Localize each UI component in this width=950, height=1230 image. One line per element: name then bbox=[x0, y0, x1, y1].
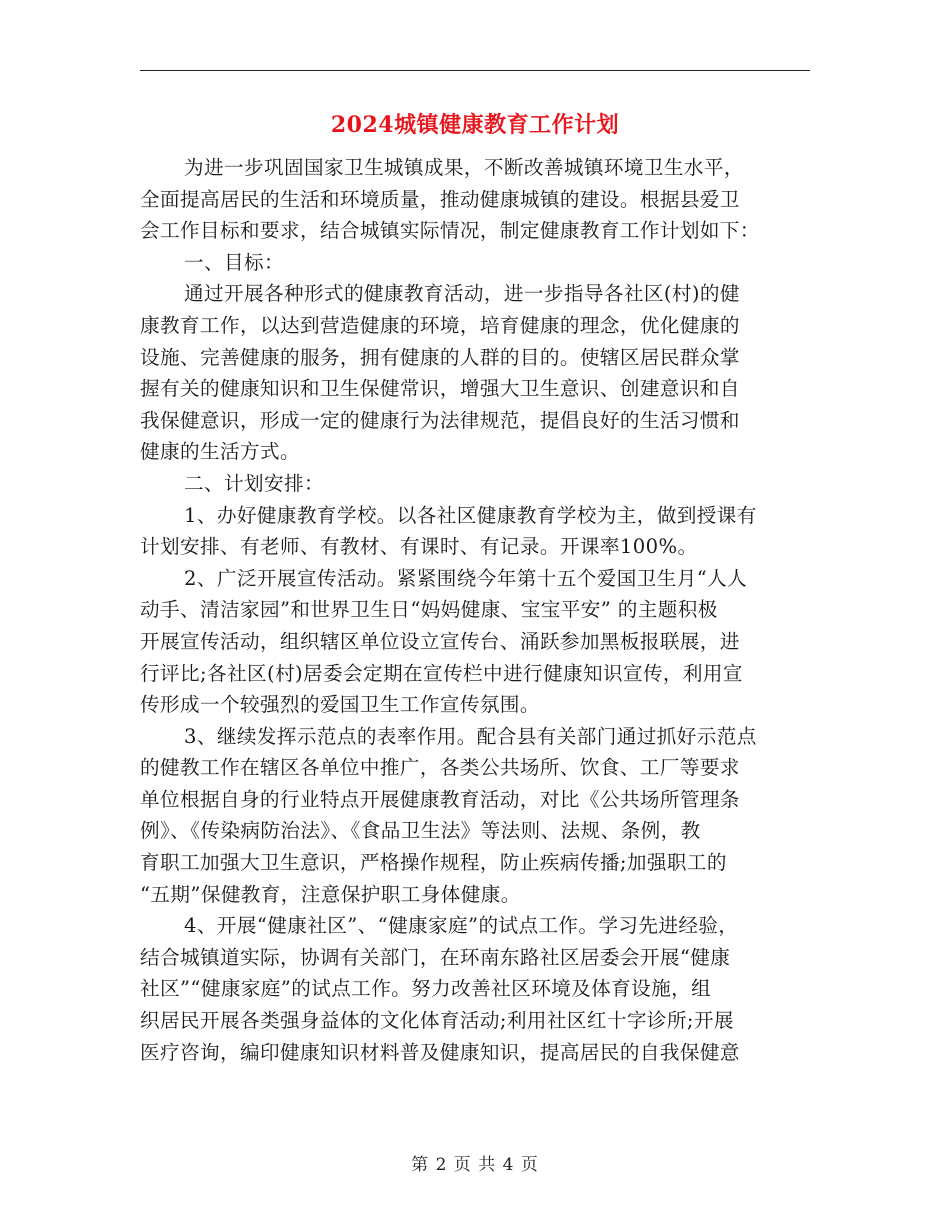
body-line: 全面提高居民的生活和环境质量，推动健康城镇的建设。根据县爱卫 bbox=[140, 187, 740, 211]
body-line: 通过开展各种形式的健康教育活动，进一步指导各社区(村)的健 bbox=[184, 282, 740, 306]
body-line: 握有关的健康知识和卫生保健常识，增强大卫生意识、创建意识和自 bbox=[140, 377, 740, 401]
body-line: 单位根据自身的行业特点开展健康教育活动，对比《公共场所管理条 bbox=[140, 787, 740, 811]
body-line: 3、继续发挥示范点的表率作用。配合县有关部门通过抓好示范点 bbox=[184, 724, 757, 748]
body-line: 行评比;各社区(村)居委会定期在宣传栏中进行健康知识宣传，利用宣 bbox=[140, 661, 743, 685]
body-line: 织居民开展各类强身益体的文化体育活动;利用社区红十字诊所;开展 bbox=[140, 1009, 734, 1033]
body-line: 例》、《传染病防治法》、《食品卫生法》等法则、法规、条例，教 bbox=[140, 819, 701, 843]
body-line: 传形成一个较强烈的爱国卫生工作宣传氛围。 bbox=[140, 693, 540, 717]
body-line: 我保健意识，形成一定的健康行为法律规范，提倡良好的生活习惯和 bbox=[140, 408, 740, 432]
body-line: 为进一步巩固国家卫生城镇成果，不断改善城镇环境卫生水平， bbox=[184, 156, 744, 179]
body-line: 一、目标： bbox=[184, 250, 284, 274]
document-body bbox=[140, 152, 812, 1068]
body-line: 结合城镇道实际，协调有关部门，在环南东路社区居委会开展“健康 bbox=[140, 945, 731, 969]
body-line: 的健教工作在辖区各单位中推广，各类公共场所、饮食、工厂等要求 bbox=[140, 756, 740, 780]
body-line: 二、计划安排： bbox=[184, 471, 324, 495]
body-line: 会工作目标和要求，结合城镇实际情况，制定健康教育工作计划如下： bbox=[140, 219, 760, 243]
body-line: “五期”保健教育，注意保护职工身体健康。 bbox=[140, 882, 521, 906]
body-line: 开展宣传活动，组织辖区单位设立宣传台、涌跃参加黑板报联展，进 bbox=[140, 629, 740, 653]
body-line: 计划安排、有老师、有教材、有课时、有记录。开课率100%。 bbox=[140, 535, 698, 559]
page-number: 第 2 页 共 4 页 bbox=[411, 1155, 539, 1175]
body-line: 育职工加强大卫生意识，严格操作规程，防止疾病传播;加强职工的 bbox=[140, 851, 727, 875]
body-line: 动手、清洁家园”和世界卫生日“妈妈健康、宝宝平安” 的主题积极 bbox=[140, 598, 718, 622]
header-rule bbox=[140, 70, 810, 71]
body-line: 设施、完善健康的服务，拥有健康的人群的目的。使辖区居民群众掌 bbox=[140, 345, 740, 369]
body-line: 1、办好健康教育学校。以各社区健康教育学校为主，做到授课有 bbox=[184, 503, 757, 527]
body-line: 康教育工作，以达到营造健康的环境，培育健康的理念，优化健康的 bbox=[140, 313, 740, 337]
body-line: 4、开展“健康社区”、“健康家庭”的试点工作。学习先进经验， bbox=[184, 914, 739, 938]
body-line: 健康的生活方式。 bbox=[140, 440, 300, 464]
body-line: 医疗咨询，编印健康知识材料普及健康知识，提高居民的自我保健意 bbox=[140, 1040, 740, 1064]
body-line: 2、广泛开展宣传活动。紧紧围绕今年第十五个爱国卫生月“人人 bbox=[184, 566, 748, 590]
document-title: 2024城镇健康教育工作计划 bbox=[330, 112, 620, 138]
body-line: 社区”“健康家庭”的试点工作。努力改善社区环境及体育设施，组 bbox=[140, 977, 712, 1001]
